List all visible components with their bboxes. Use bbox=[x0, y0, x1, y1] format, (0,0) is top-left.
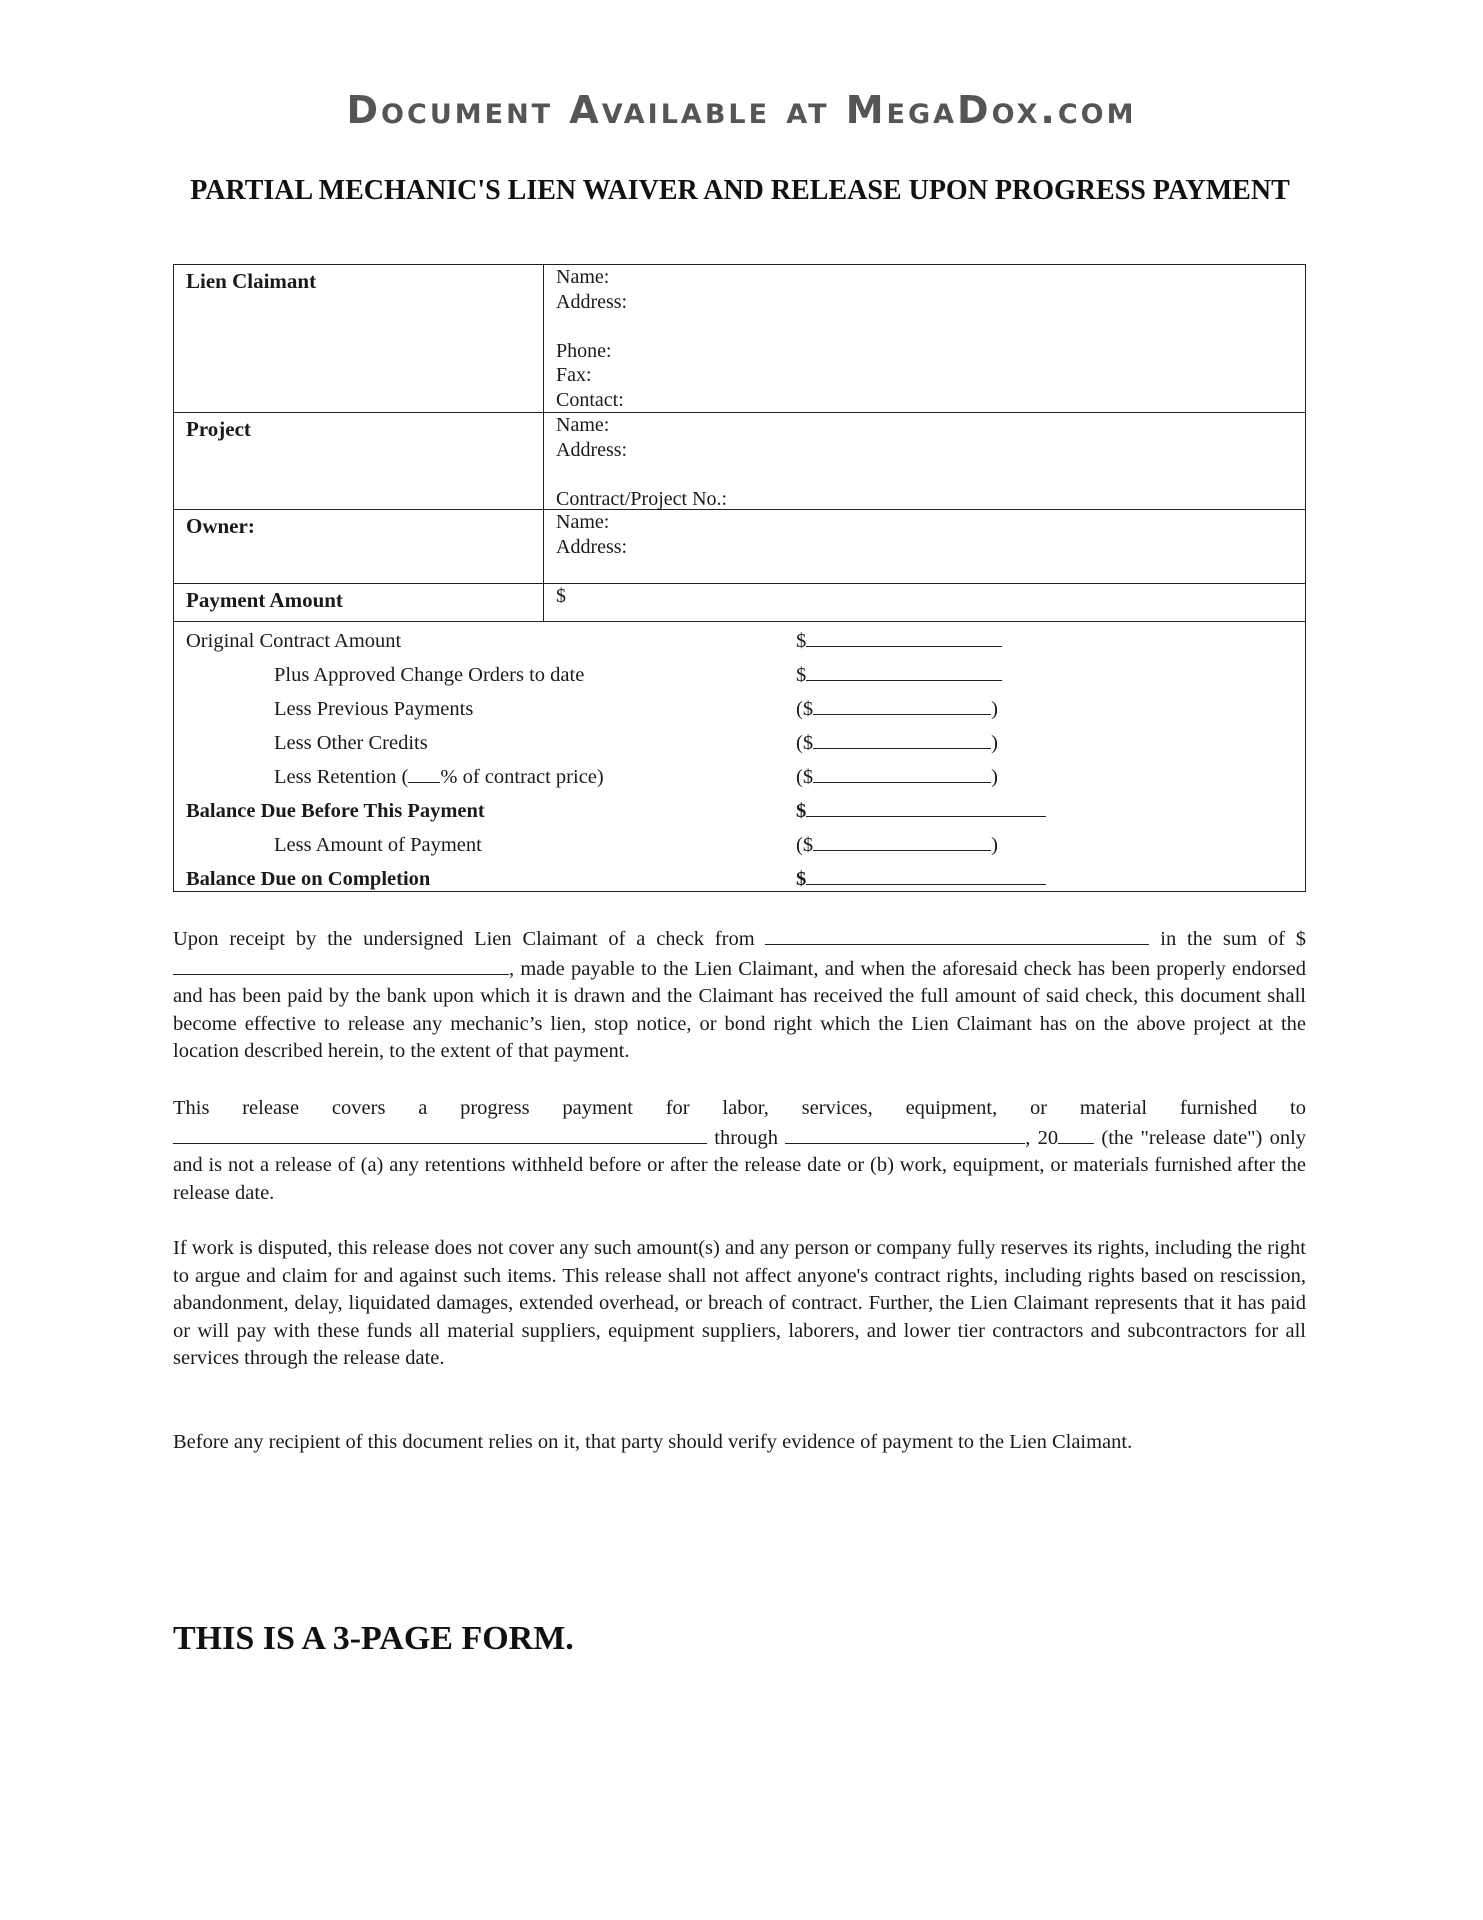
check-from-field[interactable] bbox=[765, 924, 1149, 945]
lien-claimant-name-field[interactable]: Name: bbox=[556, 266, 610, 288]
balance-before-payment-label: Balance Due Before This Payment bbox=[186, 800, 485, 822]
owner-label: Owner: bbox=[174, 510, 544, 583]
retention-field[interactable]: ($ ) bbox=[796, 760, 998, 794]
payment-amount-field[interactable]: $ bbox=[556, 585, 566, 607]
project-address-field[interactable]: Address: bbox=[556, 438, 628, 461]
project-label: Project bbox=[174, 413, 544, 509]
paragraph-verification: Before any recipient of this document relies on it, that party should verify evidence of payment to the Lien Claimant. bbox=[173, 1431, 1133, 1453]
previous-payments-field[interactable]: ($ ) bbox=[796, 692, 998, 726]
original-contract-amount-field[interactable]: $ bbox=[796, 624, 1002, 658]
amount-of-payment-field[interactable]: ($ ) bbox=[796, 828, 998, 862]
lien-claimant-fields bbox=[544, 265, 1305, 412]
owner-row bbox=[174, 510, 1305, 584]
calc-row bbox=[174, 624, 1305, 658]
other-credits-field[interactable]: ($ ) bbox=[796, 726, 998, 760]
project-contract-no-field[interactable]: Contract/Project No.: bbox=[556, 487, 728, 510]
owner-name-field[interactable]: Name: bbox=[556, 511, 610, 533]
paragraph-receipt: Upon receipt by the undersigned Lien Claimant of a check from in the sum of $, made payable to the Lien Claimant, and when the aforesaid check has been properly endorsed and has been paid by the bank upon which it is drawn and the Claimant has received the full amount of said check, this document shall become effective to release any mechanic’s lien, stop notice, or bond right which the Lien Claimant has on the above project at the location described herein, to the extent of that payment. bbox=[173, 924, 1306, 1066]
original-contract-amount-label: Original Contract Amount bbox=[186, 630, 402, 652]
change-orders-field[interactable]: $ bbox=[796, 658, 1002, 692]
party-info-table bbox=[173, 264, 1306, 622]
lien-claimant-fax-field[interactable]: Fax: bbox=[556, 364, 592, 386]
owner-address-field[interactable]: Address: bbox=[556, 535, 628, 558]
project-fields bbox=[544, 413, 1305, 509]
project-name-field[interactable]: Name: bbox=[556, 414, 610, 436]
retention-label: Less Retention ( % of contract price) bbox=[274, 760, 604, 794]
payment-amount-label: Payment Amount bbox=[174, 584, 544, 621]
retention-percent-field[interactable] bbox=[408, 760, 440, 783]
calc-row bbox=[174, 692, 1305, 726]
lien-claimant-contact-field[interactable]: Contact: bbox=[556, 388, 624, 411]
other-credits-label: Less Other Credits bbox=[274, 732, 428, 754]
year-field[interactable] bbox=[1058, 1123, 1094, 1144]
owner-fields bbox=[544, 510, 1305, 583]
check-sum-field[interactable] bbox=[173, 954, 509, 975]
calc-row bbox=[174, 828, 1305, 862]
calc-row bbox=[174, 760, 1305, 794]
watermark-banner: Document Available at MegaDox.com bbox=[346, 88, 1137, 132]
lien-claimant-address-field[interactable]: Address: bbox=[556, 290, 628, 313]
lien-claimant-row bbox=[174, 265, 1305, 413]
balance-before-payment-field[interactable]: $ bbox=[796, 794, 1046, 828]
paragraph-coverage: This release covers a progress payment for labor, services, equipment, or material furnished to through , 20 (the "release date") only and is not a release of (a) any retentions withheld before or after the release date or (b) work, equipment, or materials furnished after the release date. bbox=[173, 1097, 1307, 1204]
balance-on-completion-field[interactable]: $ bbox=[796, 862, 1046, 896]
payment-calculation-box bbox=[173, 620, 1306, 892]
calc-row bbox=[174, 794, 1305, 828]
lien-claimant-label: Lien Claimant bbox=[174, 265, 544, 412]
furnished-to-field[interactable] bbox=[173, 1123, 707, 1144]
balance-on-completion-label: Balance Due on Completion bbox=[186, 868, 431, 890]
paragraph-disputes: If work is disputed, this release does not cover any such amount(s) and any person or company fully reserves its rights, including the right to argue and claim for and against such items. This release shall not affect anyone's contract rights, including rights based on rescission, abandonment, delay, liquidated damages, extended overhead, or breach of contract. Further, the Lien Claimant represents that it has paid or will pay with these funds all material suppliers, equipment suppliers, laborers, and lower tier contractors and subcontractors for all services through the release date. bbox=[173, 1237, 1306, 1370]
lien-claimant-phone-field[interactable]: Phone: bbox=[556, 339, 612, 362]
page-count-note: THIS IS A 3-PAGE FORM. bbox=[173, 1620, 574, 1657]
project-row bbox=[174, 413, 1305, 510]
document-title: PARTIAL MECHANIC'S LIEN WAIVER AND RELEASE UPON PROGRESS PAYMENT bbox=[190, 175, 1290, 206]
calc-row bbox=[174, 726, 1305, 760]
change-orders-label: Plus Approved Change Orders to date bbox=[274, 664, 585, 686]
payment-amount-row bbox=[174, 584, 1305, 621]
calc-row bbox=[174, 658, 1305, 692]
amount-of-payment-label: Less Amount of Payment bbox=[274, 834, 482, 856]
through-date-field[interactable] bbox=[785, 1123, 1025, 1144]
calc-row bbox=[174, 862, 1305, 896]
previous-payments-label: Less Previous Payments bbox=[274, 698, 474, 720]
